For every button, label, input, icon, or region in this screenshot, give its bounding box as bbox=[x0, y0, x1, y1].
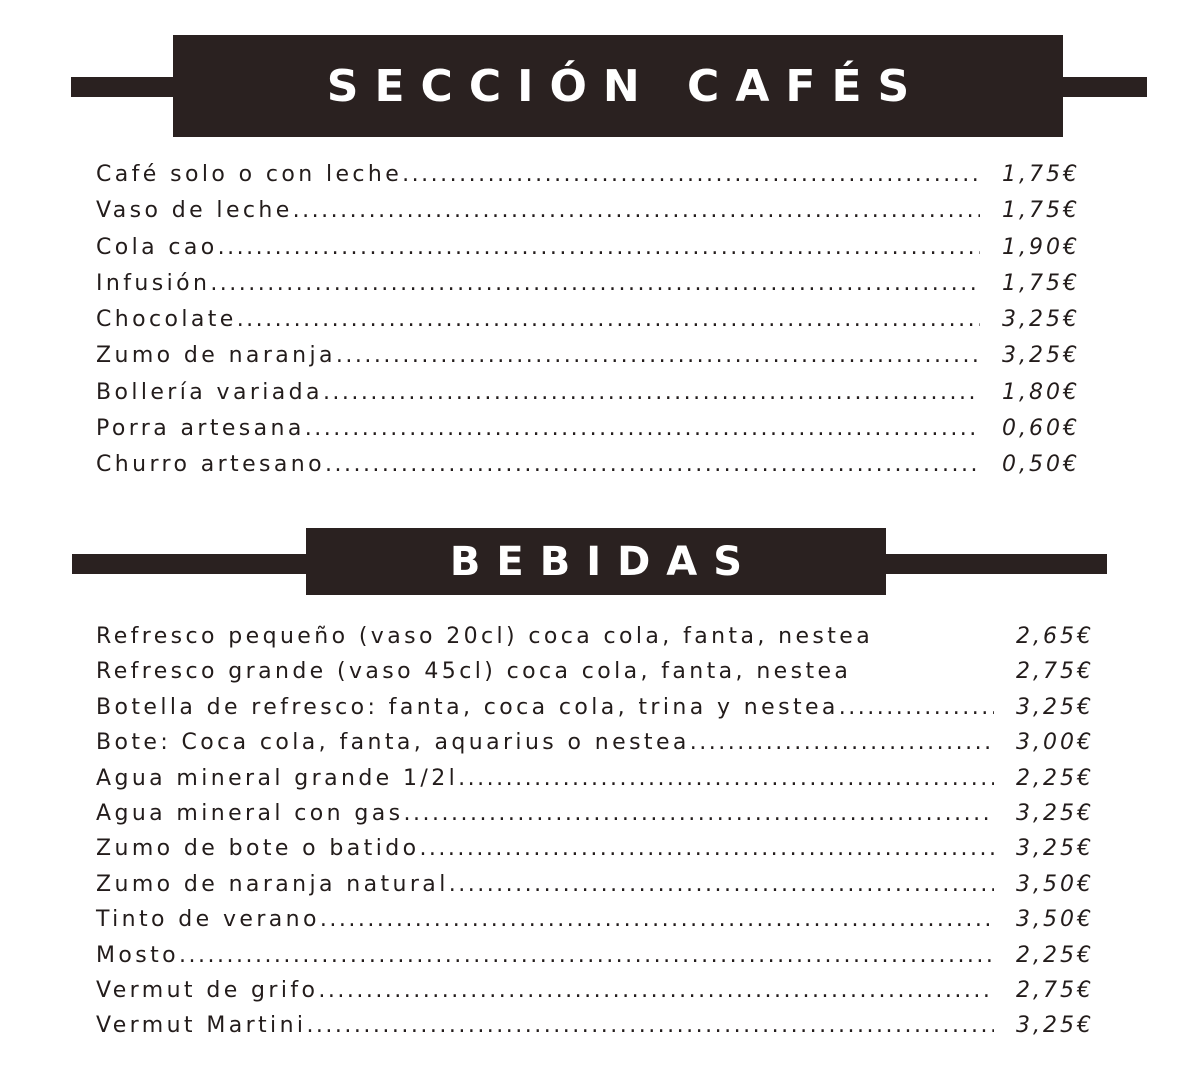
menu-item bbox=[96, 416, 1080, 452]
item-price: 3,00€ bbox=[1016, 730, 1094, 756]
dot-leader bbox=[458, 766, 994, 791]
dot-leader bbox=[336, 343, 980, 368]
dot-leader bbox=[305, 416, 980, 441]
item-name: Agua mineral con gas bbox=[96, 800, 404, 826]
item-price: 3,25€ bbox=[1002, 343, 1080, 369]
menu-item bbox=[96, 978, 1094, 1013]
item-price: 3,25€ bbox=[1016, 836, 1094, 862]
item-name: Tinto de verano bbox=[96, 907, 320, 933]
menu-item bbox=[96, 380, 1080, 416]
menu-item bbox=[96, 907, 1094, 942]
item-name: Vermut Martini bbox=[96, 1013, 307, 1039]
dot-leader bbox=[325, 452, 980, 477]
menu-item bbox=[96, 659, 1094, 694]
item-price: 2,25€ bbox=[1016, 942, 1094, 968]
menu-item bbox=[96, 198, 1080, 234]
item-price: 0,50€ bbox=[1002, 452, 1080, 478]
item-name: Refresco pequeño (vaso 20cl) coca cola, fanta, nestea bbox=[96, 624, 874, 649]
item-name: Bollería variada bbox=[96, 379, 323, 405]
item-price: 1,75€ bbox=[1002, 162, 1080, 187]
dot-leader bbox=[293, 198, 980, 223]
menu-item bbox=[96, 624, 1094, 659]
item-price: 3,50€ bbox=[1016, 871, 1094, 897]
item-price: 3,25€ bbox=[1016, 800, 1094, 826]
item-name: Porra artesana bbox=[96, 416, 305, 442]
menu-item bbox=[96, 730, 1094, 765]
header-rule-right bbox=[1055, 77, 1147, 97]
dot-leader bbox=[419, 836, 994, 861]
section-title: SECCIÓN CAFÉS bbox=[326, 60, 926, 112]
dot-leader bbox=[402, 162, 980, 187]
item-name: Cola cao bbox=[96, 234, 218, 260]
menu-item bbox=[96, 695, 1094, 730]
dot-leader bbox=[449, 872, 994, 897]
dot-leader bbox=[323, 380, 980, 405]
menu-item bbox=[96, 1013, 1094, 1048]
header-rule-left bbox=[71, 77, 181, 97]
section-title: BEBIDAS bbox=[449, 538, 759, 585]
menu-item bbox=[96, 307, 1080, 343]
menu-item bbox=[96, 766, 1094, 801]
item-name: Vermut de grifo bbox=[96, 977, 319, 1003]
dot-leader bbox=[318, 978, 994, 1003]
menu-item bbox=[96, 235, 1080, 271]
item-price: 3,50€ bbox=[1016, 907, 1094, 933]
dot-leader bbox=[690, 730, 994, 755]
menu-list-cafes bbox=[96, 162, 1080, 489]
item-name: Agua mineral grande 1/2l bbox=[96, 765, 459, 791]
item-name: Café solo o con leche bbox=[96, 162, 403, 187]
item-price: 2,75€ bbox=[1016, 659, 1094, 685]
dot-leader bbox=[306, 1013, 994, 1038]
item-price: 1,90€ bbox=[1002, 234, 1080, 260]
item-name: Zumo de naranja bbox=[96, 343, 336, 369]
menu-item bbox=[96, 801, 1094, 836]
item-price: 1,80€ bbox=[1002, 379, 1080, 405]
section-title-box bbox=[306, 528, 886, 595]
item-price: 0,60€ bbox=[1002, 416, 1080, 442]
item-name: Zumo de bote o batido bbox=[96, 836, 420, 862]
dot-leader bbox=[839, 695, 994, 720]
dot-leader bbox=[404, 801, 995, 826]
item-name: Churro artesano bbox=[96, 452, 325, 478]
item-name: Vaso de leche bbox=[96, 198, 293, 224]
item-name: Zumo de naranja natural bbox=[96, 871, 449, 897]
dot-leader bbox=[320, 907, 994, 932]
item-price: 1,75€ bbox=[1002, 198, 1080, 224]
item-name: Mosto bbox=[96, 942, 179, 968]
menu-item bbox=[96, 872, 1094, 907]
header-rule-left bbox=[72, 554, 312, 574]
menu-item bbox=[96, 836, 1094, 871]
dot-leader bbox=[210, 271, 980, 296]
item-price: 2,75€ bbox=[1016, 977, 1094, 1003]
dot-leader bbox=[237, 307, 980, 332]
section-title-box bbox=[173, 35, 1063, 137]
item-name: Infusión bbox=[96, 270, 211, 296]
item-name: Bote: Coca cola, fanta, aquarius o nestea bbox=[96, 730, 690, 756]
menu-list-bebidas bbox=[96, 624, 1094, 1049]
item-name: Chocolate bbox=[96, 307, 237, 333]
dot-leader bbox=[179, 943, 994, 968]
item-price: 3,25€ bbox=[1016, 694, 1094, 720]
menu-item bbox=[96, 943, 1094, 978]
item-price: 3,25€ bbox=[1002, 307, 1080, 333]
menu-item bbox=[96, 343, 1080, 379]
item-price: 2,25€ bbox=[1016, 765, 1094, 791]
menu-item bbox=[96, 271, 1080, 307]
item-price: 2,65€ bbox=[1016, 624, 1094, 649]
menu-item bbox=[96, 452, 1080, 488]
header-rule-right bbox=[880, 554, 1107, 574]
item-price: 3,25€ bbox=[1016, 1013, 1094, 1039]
item-name: Refresco grande (vaso 45cl) coca cola, fanta, nestea bbox=[96, 659, 852, 685]
item-price: 1,75€ bbox=[1002, 270, 1080, 296]
menu-item bbox=[96, 162, 1080, 198]
item-name: Botella de refresco: fanta, coca cola, trina y nestea bbox=[96, 694, 839, 720]
dot-leader bbox=[218, 235, 980, 260]
